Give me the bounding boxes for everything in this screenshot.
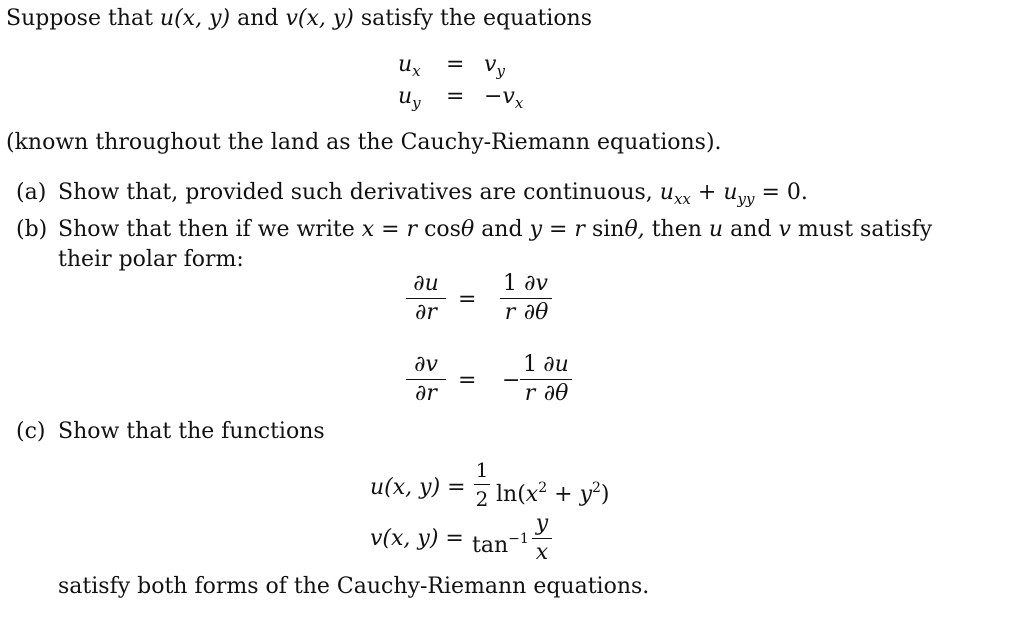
cr-eq2-lhs: $u_y$ xyxy=(398,84,421,112)
intro-line xyxy=(6,6,592,32)
polar-eq2-minus: − xyxy=(502,368,521,393)
v-function: v(x, y) xyxy=(285,6,354,31)
part-b-text: Show that then if we write x = r cosθ and y = r sinθ, then u and v must satisfy xyxy=(58,217,933,242)
u-yy: $u_{yy}$ xyxy=(723,180,755,208)
final-line: satisfy both forms of the Cauchy-Riemann equations. xyxy=(58,574,650,599)
part-b-line2: their polar form: xyxy=(58,247,244,272)
polar-eq1-right-frac: ∂v ∂θ xyxy=(520,272,552,325)
part-c-label: (c) xyxy=(16,419,46,444)
y-over-x-fraction: y x xyxy=(532,512,552,565)
u-xx: $u_{xx}$ xyxy=(659,180,691,208)
cr-eq1-rhs: $v_y$ xyxy=(484,52,505,80)
part-a-label: (a) xyxy=(16,180,47,205)
part-b-label: (b) xyxy=(16,217,48,242)
u-def-lhs: u(x, y) = xyxy=(370,475,466,500)
polar-eq2-equals: = xyxy=(458,368,477,393)
cr-eq1-lhs: $u_x$ xyxy=(398,52,421,80)
cr-eq2-rhs: $-v_x$ xyxy=(484,84,524,112)
part-c-text: Show that the functions xyxy=(58,419,325,444)
part-a-text: Show that, provided such derivatives are continuous, $u_{xx} + u_{yy} = 0$. xyxy=(58,180,808,208)
polar-eq1-one-over-r: 1 r xyxy=(500,272,520,325)
intro-and: and xyxy=(237,6,279,31)
polar-eq2-right-frac: ∂u ∂θ xyxy=(540,353,572,406)
half-fraction: 1 2 xyxy=(475,458,489,511)
intro-tail: satisfy the equations xyxy=(360,6,593,31)
intro-lead: Suppose that xyxy=(6,6,153,31)
polar-eq1-left-frac: ∂u ∂r xyxy=(406,272,446,325)
v-def-lhs: v(x, y) = xyxy=(370,526,464,551)
polar-eq2-left-frac: ∂v ∂r xyxy=(406,353,446,406)
cr-eq1-equals: = xyxy=(446,52,465,77)
polar-eq1-equals: = xyxy=(458,287,477,312)
known-line: (known throughout the land as the Cauchy-Riemann equations). xyxy=(6,130,722,155)
cr-eq2-equals: = xyxy=(446,84,465,109)
ln-expression: $\ln(x^2 + y^2)$ xyxy=(496,480,610,507)
u-function: u(x, y) xyxy=(159,6,231,31)
arctan: $\tan^{-1}$ xyxy=(472,531,529,558)
polar-eq2-one-over-r: 1 r xyxy=(520,353,540,406)
